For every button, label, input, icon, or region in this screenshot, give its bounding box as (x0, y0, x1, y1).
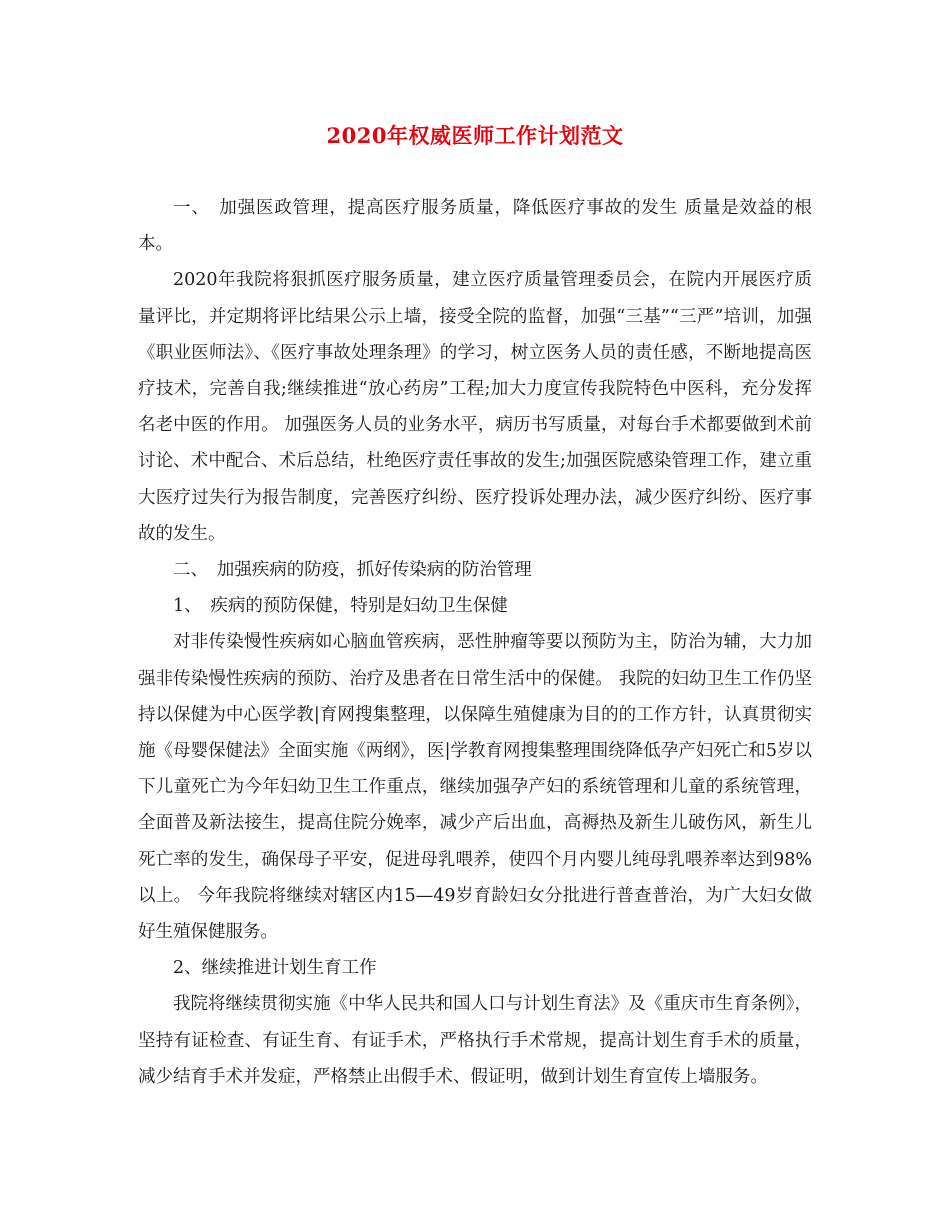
paragraph-maternal-child-health: 对非传染慢性疾病如心脑血管疾病，恶性肿瘤等要以预防为主，防治为辅，大力加强非传染慢性疾病的预防、治疗及患者在日常生活中的保健。 我院的妇幼卫生工作仍坚持以保健为中心医学教|育网搜集整理，以保障生殖健康为目的的工作方针，认真贯彻实施《母婴保健法》全面实施《两纲》，医|学教育网搜集整理围绕降低孕产妇死亡和5岁以下儿童死亡为今年妇幼卫生工作重点，继续加强孕产妇的系统管理和儿童的系统管理，全面普及新法接生，提高住院分娩率，减少产后出血，高褥热及新生儿破伤风，新生儿死亡率的发生，确保母子平安，促进母乳喂养，使四个月内婴儿纯母乳喂养率达到98%以上。 今年我院将继续对辖区内15—49岁育龄妇女分批进行普查普治，为广大妇女做好生殖保健服务。 (138, 632, 812, 943)
paragraph-section-1-heading: 一、 加强医政管理，提高医疗服务质量，降低医疗事故的发生 质量是效益的根本。 (138, 198, 812, 255)
paragraph-subsection-1-heading: 1、 疾病的预防保健，特别是妇幼卫生保健 (173, 596, 508, 617)
paragraph-section-2-heading: 二、 加强疾病的防疫，抓好传染病的防治管理 (173, 560, 532, 581)
paragraph-subsection-2-heading: 2、继续推进计划生育工作 (173, 958, 377, 979)
paragraph-quality-plan: 2020年我院将狠抓医疗服务质量，建立医疗质量管理委员会，在院内开展医疗质量评比，并定期将评比结果公示上墙，接受全院的监督，加强“三基”“三严”培训，加强《职业医师法》、《医疗事故处理条理》的学习，树立医务人员的责任感，不断地提高医疗技术，完善自我;继续推进“放心药房”工程;加大力度宣传我院特色中医科，充分发挥名老中医的作用。 加强医务人员的业务水平，病历书写质量，对每台手术都要做到术前讨论、术中配合、术后总结，杜绝医疗责任事故的发生;加强医院感染管理工作，建立重大医疗过失行为报告制度，完善医疗纠纷、医疗投诉处理办法，减少医疗纠纷、医疗事故的发生。 (138, 270, 812, 544)
document-body (138, 190, 812, 1095)
paragraph-family-planning: 我院将继续贯彻实施《中华人民共和国人口与计划生育法》及《重庆市生育条例》，坚持有证检查、有证生育、有证手术，严格执行手术常规，提高计划生育手术的质量，减少结育手术并发症，严格禁止出假手术、假证明，做到计划生育宣传上墙服务。 (138, 994, 812, 1087)
document-title: 2020年权威医师工作计划范文 (326, 123, 624, 148)
